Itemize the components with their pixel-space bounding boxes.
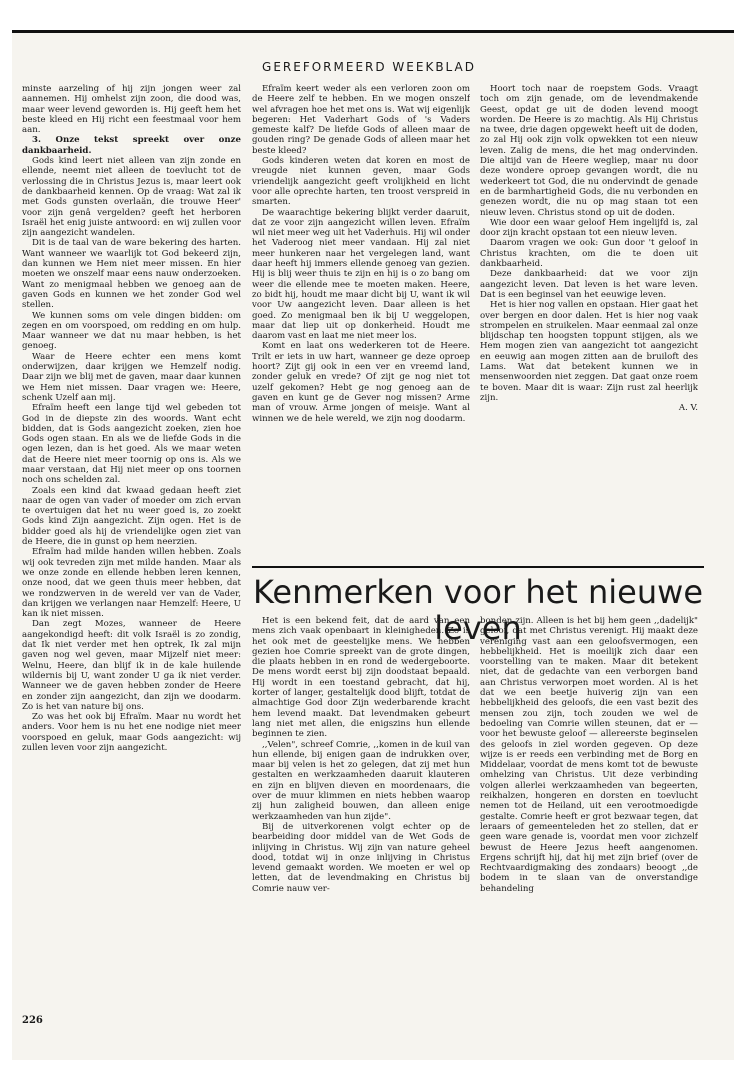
page-number: 226: [22, 1015, 43, 1026]
paragraph: Gods kinderen weten dat koren en most de vreugde niet kunnen geven, maar Gods vriendelijk aangezicht geeft vrolijkheid en licht voor alle oprechte harten, ten troost verspreid in smarten.: [252, 156, 470, 208]
column-3: [480, 84, 698, 560]
paragraph: Het is een bekend feit, dat de aard van een mens zich vaak openbaart in kleinigheden. Zo is het ook met de geestelijke mens. We hebben gezien hoe Comrie spreekt van de grote dingen, die plaats hebben in en rond de wedergeboorte. De mens wordt eerst bij zijn doodstaat bepaald. Hij wordt in een toestand gebracht, dat hij, korter of langer, gestaltelijk dood blijft, totdat de almachtige God door Zijn wederbarende kracht hem levend maakt. Dat levendmaken gebeurt lang niet met allen, die enigszins hun ellende beginnen te zien.: [252, 616, 470, 740]
top-rule: [12, 30, 734, 33]
paragraph: Zoals een kind dat kwaad gedaan heeft ziet naar de ogen van vader of moeder om zich ervan te overtuigen dat het nu weer goed is, zo zoekt Gods kind Zijn aangezicht. Zijn ogen. Het is de bidder goed als hij de vriendelijke ogen ziet van de Heere, die in gunst op hem neerzien.: [22, 485, 241, 548]
paragraph: Komt en laat ons wederkeren tot de Heere. Trilt er iets in uw hart, wanneer ge deze oproep hoort? Zijt gij ook in een ver en vreemd land, zonder geluk en vrede? Of zijt ge nog niet tot uzelf gekomen? Hebt ge nog genoeg aan de gaven en kunt ge de Gever nog missen? Arme man of vrouw. Arme jongen of meisje. Want al winnen we de hele wereld, we zijn nog doodarm.: [252, 341, 470, 424]
paragraph: Wie door een waar geloof Hem ingelijfd is, zal door zijn kracht opstaan tot een nieuw leven.: [480, 217, 698, 239]
paragraph: De waarachtige bekering blijkt verder daaruit, dat ze voor zijn aangezicht willen leven. Efraïm wil niet meer weg uit het Vaderhuis. Hij wil onder het Vaderoog niet meer vandaan. Hij zal niet meer hunkeren naar het vergelegen land, want daar heeft hij immers ellende genoeg van gezien. Hij is blij weer thuis te zijn en hij is o zo bang om weer die ellende mee te moeten maken. Heere, zo bidt hij, houdt me maar dicht bij U, want ik wil voor Uw aangezicht leven. Daar alleen is het goed. Zo menigmaal ben ik bij U weggelopen, maar dat liep uit op donkerheid. Houdt me daarom vast en laat me niet meer los.: [252, 207, 470, 342]
paragraph: Bij de uitverkorenen volgt echter op de bearbeiding door middel van de Wet Gods de inlijving in Christus. Wij zijn van nature geheel dood, totdat wij in onze inlijving in Christus levend gemaakt worden. We moeten er wel op letten, dat de levendmaking en Christus bij Comrie nauw ver-: [252, 821, 470, 894]
running-title: GEREFORMEERD WEEKBLAD: [262, 60, 476, 74]
article-title: Kenmerken voor het nieuwe leven: [252, 573, 703, 647]
article-divider: [252, 566, 704, 568]
paragraph: Efraïm heeft een lange tijd wel gebeden tot God in de diepste zin des woords. Want echt bidden, dat is Gods aangezicht zoeken, zien hoe Gods ogen staan. En als we de liefde Gods in die ogen lezen, dan is het goed. Als we maar weten dat de Heere niet meer toornig op ons is. Als we maar verstaan, dat Hij niet meer op ons toornen noch ons schelden zal.: [22, 403, 241, 486]
column-5: [480, 616, 698, 1056]
column-4: [252, 616, 470, 1056]
paragraph: bonden zijn. Alleen is het bij hem geen ,,dadelijk" geloof, dat met Christus verenigt. Hij maakt deze vereniging vast aan een geloofsvermogen, een hebbelijkheid. Het is moeilijk zich daar een voorstelling van te maken. Maar dit betekent niet, dat de gedachte van een verborgen band aan Christus verworpen moet worden. Al is het dat we een beetje huiverig zijn van een hebbelijkheid des geloofs, die een vast bezit des mensen zou zijn, toch zouden we wel de bedoeling van Comrie willen steunen, dat er — voor het bewuste geloof — allereerste beginselen des geloofs in ziel worden gegeven. Op deze wijze is er reeds een verbinding met de Borg en Middelaar, voordat de mens komt tot de bewuste omhelzing van Christus. Uit deze verbinding volgen allerlei werkzaamheden van begeerten, reikhalzen, hongeren en dorsten en toevlucht nemen tot de Heiland, uit een verootmoedigde gestalte. Comrie heeft er grot bezwaar tegen, dat leraars of gemeenteleden het zo stellen, dat er geen ware genade is, voordat men voor zichzelf bewust de Heere Jezus heeft aangenomen. Ergens schrijft hij, dat hij met zijn brief (over de Rechtvaardigmaking des zondaars) beoogt ,,de bodem in te slaan van de onverstandige behandeling: [480, 616, 698, 894]
paragraph: ,,Velen", schreef Comrie, ,,komen in de kuil van hun ellende, bij enigen gaan de indrukken over, maar bij velen is het zo gelegen, dat zij met hun gestalten en werkzaamheden daaruit klauteren en zijn en blijven dieven en moordenaars, die over de muur klimmen en niets hebben waarop zij hun zaligheid bouwen, dan alleen enige werkzaamheden van hun zijde".: [252, 739, 470, 822]
paragraph: Efraïm keert weder als een verloren zoon om de Heere zelf te hebben. En we mogen onszelf wel afvragen hoe het met ons is. Wat wij eigenlijk begeren: Het Vaderhart Gods of 's Vaders gemeste kalf? De liefde Gods of alleen maar de gouden ring? De genade Gods of alleen maar het beste kleed?: [252, 84, 470, 156]
column-1: [22, 84, 241, 984]
paragraph: Gods kind leert niet alleen van zijn zonde en ellende, neemt niet alleen de toevlucht tot de verlossing die in Christus Jezus is, maar leert ook de dankbaarheid kennen. Op de vraag: Wat zal ik met Gods gunsten overlaän, die trouwe Heer' voor zijn genâ vergelden? geeft het herboren Israël het enig juiste antwoord: en wij zullen voor zijn aangezicht wandelen.: [22, 156, 241, 239]
paragraph: Dit is de taal van de ware bekering des harten. Want wanneer we waarlijk tot God bekeerd zijn, dan kunnen we Hem niet meer missen. En hier moeten we onszelf maar eens nauw onderzoeken. Want zo menigmaal hebben we genoeg aan de gaven Gods en kunnen we het zonder God wel stellen.: [22, 238, 241, 311]
paragraph: Dan zegt Mozes, wanneer de Heere aangekondigd heeft: dit volk Israël is zo zondig, dat Ik niet verder met hen optrek, Ik zal mijn gaven nog wel geven, maar Mijzelf niet meer: Welnu, Heere, dan blijf ik in de kale huilende wildernis bij U, want zonder U ga ik niet verder. Wanneer we de gaven hebben zonder de Heere en zonder zijn aangezicht, dan zijn we doodarm. Zo is het van nature bij ons.: [22, 619, 241, 712]
author-signature: A. V.: [678, 403, 698, 414]
paragraph: We kunnen soms om vele dingen bidden: om zegen en om voorspoed, om redding en om hulp. Maar wanneer we dat nu maar hebben, is het genoeg.: [22, 310, 241, 352]
paragraph: minste aarzeling of hij zijn jongen weer zal aannemen. Hij omhelst zijn zoon, die dood was, maar weer levend geworden is. Hij geeft hem het beste kleed en Hij richt een feestmaal voor hem aan.: [22, 84, 241, 136]
section-heading: 3. Onze tekst spreekt over onze dankbaarheid.: [22, 135, 241, 156]
paragraph: Hoort toch naar de roepstem Gods. Vraagt toch om zijn genade, om de levendmakende Geest, opdat ge uit de doden levend moogt worden. De Heere is zo machtig. Als Hij Christus na twee, drie dagen opgewekt heeft uit de doden, zo zal Hij ook zijn volk opwekken tot een nieuw leven. Zalig de mens, die het mag ondervinden. Die altijd van de Heere wegliep, maar nu door deze wondere oproep gevangen wordt, die nu wederkeert tot God, die nu ondervindt de genade en de barmhartigheid Gods, die nu verbonden en genezen wordt, die nu op mag staan tot een nieuw leven. Christus stond op uit de doden.: [480, 84, 698, 218]
paragraph: Het is hier nog vallen en opstaan. Hier gaat het over bergen en door dalen. Het is hier nog vaak strompelen en struikelen. Maar eenmaal zal onze blijdschap ten hoogsten toppunt stijgen, als we Hem mogen zien van aangezicht tot aangezicht en eeuwig aan mogen zitten aan de bruiloft des Lams. Wat dat betekent kunnen we in mensenwoorden niet zeggen. Dat gaat onze roem te boven. Maar dit is waar: Zijn rust zal heerlijk zijn.: [480, 300, 698, 403]
paragraph: Deze dankbaarheid: dat we voor zijn aangezicht leven. Dat leven is het ware leven. Dat is een beginsel van het eeuwige leven.: [480, 269, 698, 300]
paragraph: Waar de Heere echter een mens komt onderwijzen, daar krijgen we Hemzelf nodig. Daar zijn we blij met de gaven, maar daar kunnen we Hem niet missen. Daar vragen we: Heere, schenk Uzelf aan mij.: [22, 351, 241, 403]
paragraph: Daarom vragen we ook: Gun door 't geloof in Christus krachten, om die te doen uit dankbaarheid.: [480, 238, 698, 270]
column-2: [252, 84, 470, 560]
paragraph: Zo was het ook bij Efraïm. Maar nu wordt het anders. Voor hem is nu het ene nodige niet meer voorspoed en geluk, maar Gods aangezicht: wij zullen leven voor zijn aangezicht.: [22, 712, 241, 753]
paragraph: Efraïm had milde handen willen hebben. Zoals wij ook tevreden zijn met milde handen. Maar als we onze zonde en ellende hebben leren kennen, onze nood, dat we geen thuis meer hebben, dat we rondzwerven in de wereld ver van de Vader, dan krijgen we verlangen naar Hemzelf: Heere, U kan ik niet missen.: [22, 547, 241, 620]
